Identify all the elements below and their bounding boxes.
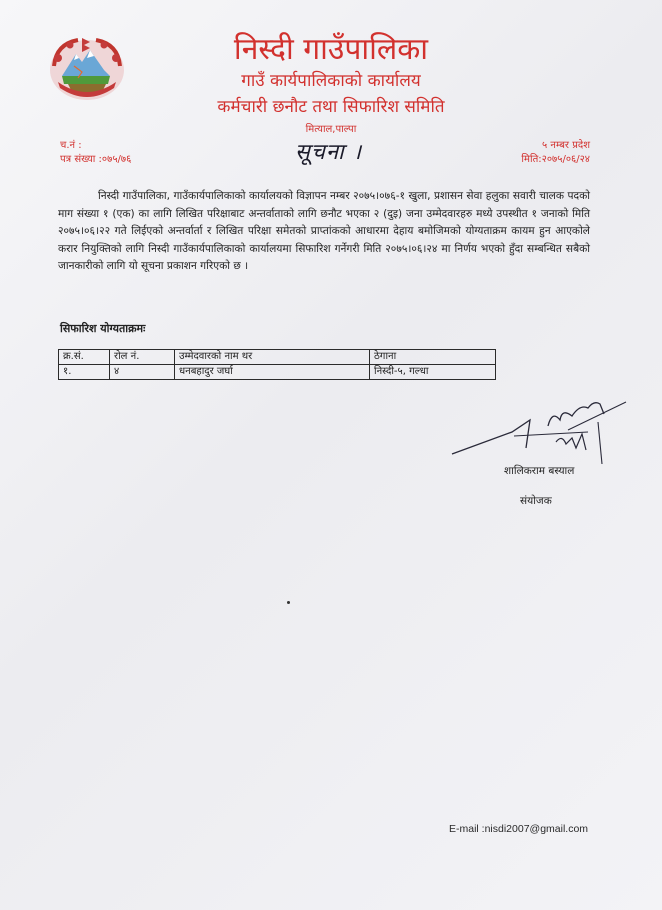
recommendation-table: [58, 349, 496, 380]
table-cell: १.: [59, 365, 110, 380]
column-header: ठेगाना: [370, 350, 496, 365]
handwritten-signature: [448, 392, 628, 472]
column-header: रोल नं.: [110, 350, 175, 365]
column-header: क्र.सं.: [59, 350, 110, 365]
signatory-role: संयोजक: [520, 495, 552, 507]
date-label: मिति:२०७५/०६/२४: [521, 154, 590, 165]
table-cell: धनबहादुर जर्घा: [175, 365, 370, 380]
committee-name: कर्मचारी छनौट तथा सिफारिश समिति: [217, 97, 445, 117]
table-header-row: [59, 350, 496, 365]
ink-speck: [287, 601, 290, 604]
table-cell: ४: [110, 365, 175, 380]
office-location: मित्याल,पाल्पा: [305, 124, 357, 135]
letter-number: पत्र संख्या :०७५/७६: [60, 154, 132, 165]
signatory-name: शालिकराम बस्याल: [504, 465, 575, 477]
province-label: ५ नम्बर प्रदेश: [542, 140, 590, 151]
municipality-name: निस्दी गाउँपालिका: [233, 32, 429, 67]
contact-email: E-mail :nisdi2007@gmail.com: [449, 823, 589, 835]
table-cell: निस्दी-५, गल्धा: [370, 365, 496, 380]
notice-heading: सूचना ।: [295, 140, 363, 165]
office-name: गाउँ कार्यपालिकाको कार्यालय: [241, 71, 421, 91]
notice-body: निस्दी गाउँपालिका, गाउँकार्यपालिकाको कार्यालयको विज्ञापन नम्बर २०७५।०७६-१ खुला, प्रशासन सेवा हलुका सवारी चालक पदको माग संख्या १ (एक) का लागि लिखित परिक्षाबाट अन्तर्वाताको लागि छनौट भएका २ (दुइ) जना उम्मेदवारहरु मध्ये उपस्थीत १ जनाको मिति २०७५।०६।२२ गते लिईएको अन्तर्वार्ता र लिखित परिक्षा समेतको प्राप्तांकको आधारमा देहाय बमोजिमको योग्यताक्रम कायम हुन आएकोले करार नियुक्तिको लागि निस्दी गाउँकार्यपालिकाको कार्यालयमा सिफारिश गर्नेगरी मिति २०७५।०६।२४ मा निर्णय भएको हुँदा सम्बन्धित सबैको जानकारीको लागि यो सूचना प्रकाशन गरिएको छ ।: [58, 190, 590, 273]
column-header: उम्मेदवारको नाम थर: [175, 350, 370, 365]
recommendation-heading: सिफारिश योग्यताक्रमः: [60, 322, 146, 335]
dispatch-number: च.नं :: [60, 140, 82, 151]
table-row: [59, 365, 496, 380]
